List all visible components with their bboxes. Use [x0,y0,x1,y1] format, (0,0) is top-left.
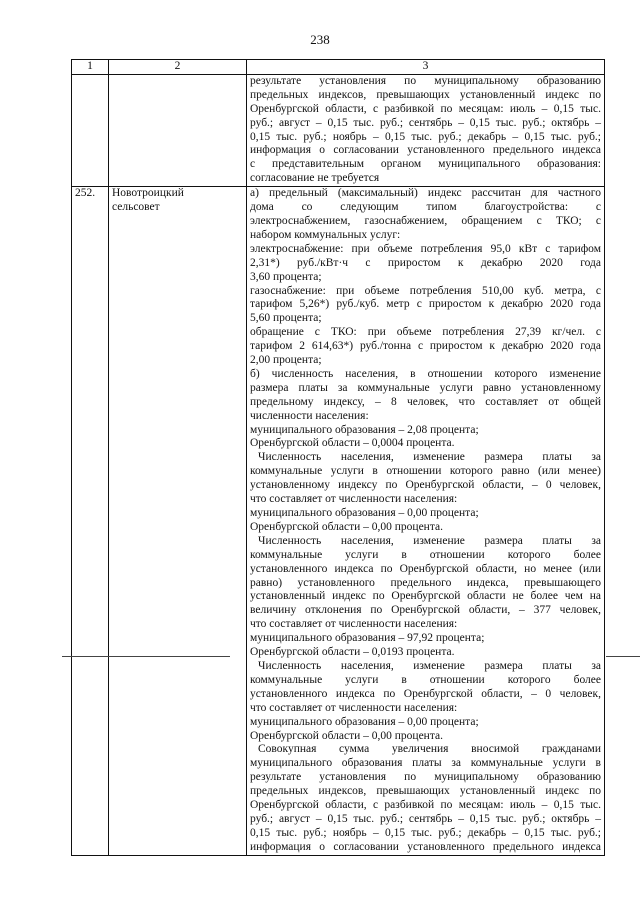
text-line: с представительным органом муниципального образования: [250,158,601,171]
municipality-name-line: Новотроицкий [112,187,184,200]
text-line: газоснабжение: при объеме потребления 510,00 куб. метра, с [250,284,601,297]
municipality-cell [109,74,247,186]
text-line: муниципального образования – 0,00 процента; [250,715,479,728]
text-line: Оренбургской области – 0,00 процента. [250,520,443,533]
text-line: Оренбургской области – 0,0193 процента. [250,646,455,659]
scan-artifact-line [606,656,640,657]
text-line: Оренбургской области – 0,0004 процента. [250,437,455,450]
text-line: что составляет от численности населения: [250,701,458,714]
table-header-row [72,60,605,75]
text-line: электроснабжение: при объеме потребления 95,0 кВт с тарифом [250,242,601,255]
text-line: установленного индекса по Оренбургской области, но менее (или [250,562,601,575]
description-cell [247,187,605,856]
text-line: результате установления по муниципальному образованию [250,74,601,87]
text-line: обращение с ТКО: при объеме потребления 27,39 кг/чел. с [250,326,601,339]
text-line: муниципального образования – 97,92 процента; [250,632,485,645]
municipality-name-line: сельсовет [112,201,160,214]
text-line: коммунальные услуги в отношении которого более [250,548,601,561]
text-line: численности населения: [250,409,369,422]
text-line: муниципального образования – 2,08 процента; [250,423,479,436]
text-line: информация о согласовании установленного предельного индекса [250,840,601,853]
header-col-3: 3 [247,60,605,75]
text-line: размера платы за коммунальные услуги равно установленному [250,381,601,394]
scan-artifact-line [62,656,230,657]
text-line: предельных индексов, превышающих установленный индекс по [250,785,601,798]
text-line: руб.; август – 0,15 тыс. руб.; сентябрь – 0,15 тыс. руб.; октябрь – [250,116,601,129]
page-number: 238 [310,32,330,47]
text-line: результате установления по муниципальному образованию [250,771,601,784]
text-line: что составляет от численности населения: [250,493,458,506]
table-row [72,187,605,856]
text-line: Оренбургской области, с разбивкой по месяцам: июль – 0,15 тыс. [250,102,601,115]
description-cell [247,74,605,186]
text-line: установленный индекс по Оренбургской области не более чем на [250,590,601,603]
text-line: руб.; август – 0,15 тыс. руб.; сентябрь – 0,15 тыс. руб.; октябрь – [250,812,601,825]
text-line: а) предельный (максимальный) индекс рассчитан для частного [250,187,601,200]
text-line: 0,15 тыс. руб.; ноябрь – 0,15 тыс. руб.; декабрь – 0,15 тыс. руб.; [250,826,601,839]
text-line: набором коммунальных услуг: [250,228,401,241]
municipality-cell [109,187,247,856]
text-line: муниципального образования платы за коммунальные услуги в [250,757,601,770]
text-line: муниципального образования – 0,00 процента; [250,507,479,519]
text-line: тарифом 2 614,63*) руб./тонна с приростом к декабрю 2020 года [250,340,601,353]
text-line: электроснабжением, газоснабжением, обращением с ТКО; с [250,214,601,227]
text-line: 5,60 процента; [250,312,322,325]
text-line: Совокупная сумма увеличения вносимой гражданами [258,743,601,756]
text-line: что составляет от численности населения: [250,618,458,631]
text-line: коммунальные услуги в отношении которого более [250,673,601,686]
text-line: установленного индекса по Оренбургской области, – 0 человек, [250,687,601,700]
text-line: Численность населения, изменение размера платы за [258,451,601,464]
text-line: предельных индексов, превышающих установленный индекс по [250,88,601,101]
text-line: величину отклонения по Оренбургской области, – 377 человек, [250,604,601,617]
header-col-1: 1 [72,60,109,75]
text-line: предельному индексу, – 8 человек, что составляет от общей [250,395,601,408]
text-line: Оренбургской области, с разбивкой по месяцам: июль – 0,15 тыс. [250,799,601,812]
text-line: 2,31*) руб./кВт·ч с приростом к декабрю 2020 года [250,256,601,269]
header-col-2: 2 [109,60,247,75]
text-line: информация о согласовании установленного предельного индекса [250,144,601,157]
text-line: установленному индексу по Оренбургской области, – 0 человек, [250,479,601,492]
text-line: дома со следующим типом благоустройства: с [250,201,601,214]
text-line: Численность населения, изменение размера платы за [258,659,601,672]
text-line: Численность населения, изменение размера платы за [258,534,601,547]
text-line: 0,15 тыс. руб.; ноябрь – 0,15 тыс. руб.; декабрь – 0,15 тыс. руб.; [250,130,601,143]
text-line: тарифом 5,26*) руб./куб. метр с приростом к декабрю 2020 года [250,298,601,311]
text-line: Оренбургской области – 0,00 процента. [250,729,443,742]
row-number-cell [72,74,109,186]
text-line: согласование не требуется [250,172,380,185]
text-line: 3,60 процента; [250,270,322,283]
text-line: 2,00 процента; [250,354,322,367]
text-line: равно) установленного предельного индекса, превышающего [250,576,601,589]
row-number-cell: 252. [72,187,109,856]
text-line: б) численность населения, в отношении которого изменение [250,367,601,380]
table-row [72,74,605,186]
text-line: коммунальные услуги в отношении которого равно (или менее) [250,465,601,478]
tariff-index-table [71,59,605,856]
